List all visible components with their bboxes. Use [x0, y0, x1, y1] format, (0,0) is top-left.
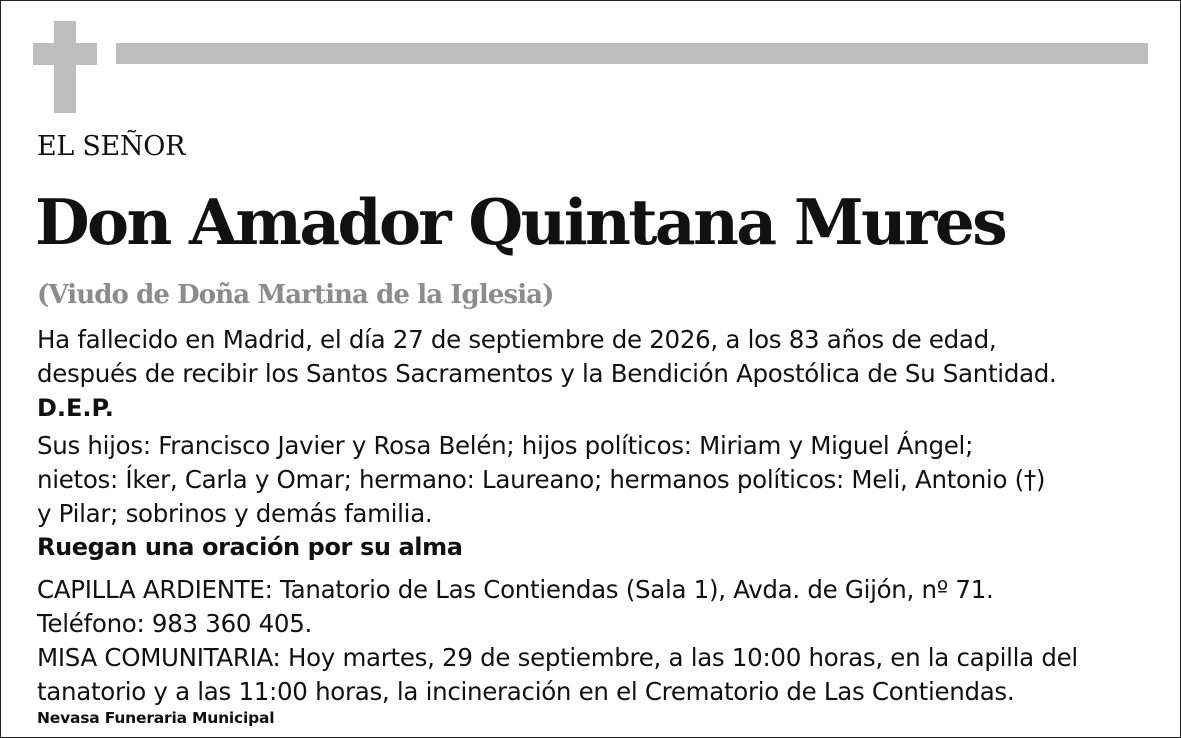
services-line: CAPILLA ARDIENTE: Tanatorio de Las Contiendas (Sala 1), Avda. de Gijón, nº 71.	[37, 575, 994, 604]
funeral-home-credit: Nevasa Funeraria Municipal	[37, 709, 275, 727]
widower-subtitle: (Viudo de Doña Martina de la Iglesia)	[37, 280, 554, 310]
prayer-request-heading: Ruegan una oración por su alma	[37, 533, 463, 561]
services-line: Teléfono: 983 360 405.	[37, 609, 312, 638]
deceased-name: Don Amador Quintana Mures	[35, 185, 1006, 259]
services-line: MISA COMUNITARIA: Hoy martes, 29 de septiembre, a las 10:00 horas, en la capilla del	[37, 643, 1078, 672]
family-line: nietos: Íker, Carla y Omar; hermano: Laureano; hermanos políticos: Meli, Antonio (†)	[37, 465, 1046, 494]
death-notice-paragraph	[37, 323, 1057, 391]
dep-heading: D.E.P.	[37, 394, 114, 422]
death-notice-line: después de recibir los Santos Sacramentos y la Bendición Apostólica de Su Santidad.	[37, 359, 1057, 388]
services-paragraph	[37, 573, 1078, 709]
cross-horizontal-bar	[33, 43, 97, 65]
family-paragraph	[37, 429, 1045, 531]
honorific: EL SEÑOR	[37, 131, 186, 162]
family-line: y Pilar; sobrinos y demás familia.	[37, 499, 433, 528]
services-line: tanatorio y a las 11:00 horas, la incineración en el Crematorio de Las Contiendas.	[37, 677, 1015, 706]
cross-vertical-bar	[54, 21, 76, 113]
header-rule	[116, 43, 1148, 64]
family-line: Sus hijos: Francisco Javier y Rosa Belén; hijos políticos: Miriam y Miguel Ángel;	[37, 431, 974, 460]
death-notice-line: Ha fallecido en Madrid, el día 27 de septiembre de 2026, a los 83 años de edad,	[37, 325, 997, 354]
cross-icon	[33, 21, 97, 113]
